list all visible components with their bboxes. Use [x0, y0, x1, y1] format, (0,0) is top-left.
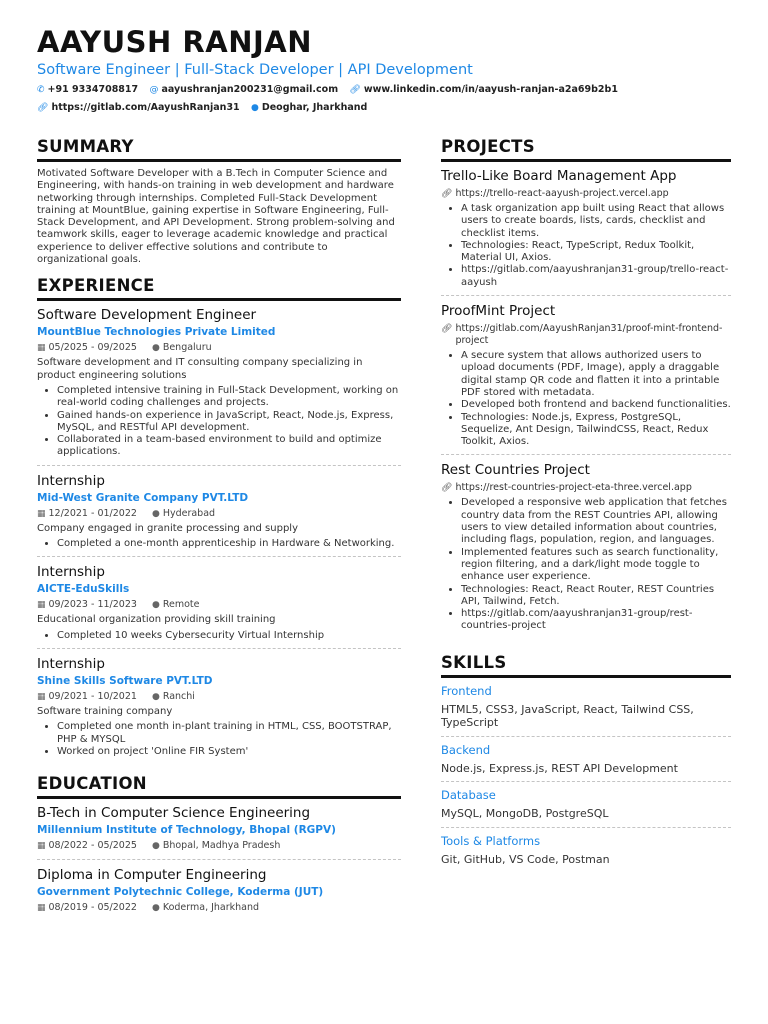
job-dates: 09/2021 - 10/2021: [48, 690, 137, 702]
bullet: • Technologies: React, TypeScript, Redux Toolkit, Material UI, Axios.: [461, 240, 731, 265]
project-bullets: [441, 203, 731, 289]
location-pin-icon: ●: [151, 903, 160, 914]
project-link-text: https://rest-countries-project-eta-three.vercel.app: [455, 482, 692, 494]
calendar-icon: ▦: [37, 841, 46, 852]
location-pin-icon: ●: [250, 103, 259, 113]
skills-heading: SKILLS: [441, 653, 731, 678]
job-title: Software Development Engineer: [37, 307, 257, 324]
education-location: Koderma, Jharkhand: [162, 902, 260, 914]
skill-group: [441, 743, 731, 783]
job-dates: 09/2023 - 11/2023: [48, 599, 137, 611]
project-link[interactable]: [441, 482, 731, 494]
location-pin-icon: ●: [151, 600, 160, 611]
project-link-text: https://gitlab.com/AayushRanjan31/proof-mint-frontend-project: [455, 323, 723, 347]
experience-item: [37, 307, 401, 465]
bullet: • Collaborated in a team-based environment to build and optimize applications.: [57, 434, 401, 459]
skill-values: HTML5, CSS3, JavaScript, React, Tailwind CSS, TypeScript: [441, 702, 694, 730]
bullet: • Implemented features such as search functionality, region filtering, and a dark/light mode toggle to enhance user experience.: [461, 547, 731, 584]
job-location: Hyderabad: [162, 507, 216, 519]
project-title: Trello-Like Board Management App: [441, 168, 677, 184]
at-icon: @: [149, 85, 159, 95]
contact-row-2: [37, 101, 737, 115]
gitlab-text: https://gitlab.com/AayushRanjan31: [51, 102, 240, 113]
calendar-icon: ▦: [37, 903, 46, 914]
job-bullets: [37, 721, 401, 758]
job-dates: 05/2025 - 09/2025: [48, 342, 137, 354]
email-text: aayushranjan200231@gmail.com: [161, 84, 339, 95]
contact-row-1: [37, 83, 737, 97]
job-dates: 12/2021 - 01/2022: [48, 507, 137, 519]
job-bullets: [37, 385, 401, 459]
job-bullets: [37, 538, 401, 550]
calendar-icon: ▦: [37, 600, 46, 611]
job-title: Internship: [37, 472, 105, 489]
bullet: • Worked on project 'Online FIR System': [57, 746, 401, 758]
skill-group: [441, 684, 731, 737]
location-pin-icon: ●: [151, 691, 160, 702]
job-title: Internship: [37, 564, 105, 581]
skill-group: [441, 788, 731, 828]
link-icon: 🔗︎: [37, 103, 49, 113]
bullet: • Technologies: Node.js, Express, PostgreSQL, Sequelize, Ant Design, TailwindCSS, React, Redux Toolkit, Axios.: [461, 412, 731, 449]
project-link[interactable]: [441, 323, 731, 347]
bullet[interactable]: • https://gitlab.com/aayushranjan31-group/trello-react-aayush: [461, 264, 731, 289]
bullet: • Developed both frontend and backend functionalities.: [461, 399, 731, 411]
candidate-title: Software Engineer | Full-Stack Developer | API Development: [37, 62, 473, 78]
bullet: • Completed intensive training in Full-Stack Development, working on real-world coding challenges and projects.: [57, 385, 401, 410]
bullet: • Developed a responsive web application that fetches country data from the REST Countries API, allowing users to view detailed information about countries, including flags, population, region, and languages.: [461, 497, 731, 546]
bullet[interactable]: • https://gitlab.com/aayushranjan31-group/rest-countries-project: [461, 608, 731, 633]
calendar-icon: ▦: [37, 343, 46, 354]
project-title: ProofMint Project: [441, 303, 556, 320]
degree-title: B-Tech in Computer Science Engineering: [37, 805, 311, 822]
location-pin-icon: ●: [151, 841, 160, 852]
company-description: Software training company: [37, 705, 173, 717]
project-bullets: [441, 350, 731, 448]
company-name: MountBlue Technologies Private Limited: [37, 326, 276, 339]
project-link-text: https://trello-react-aayush-project.vercel.app: [455, 188, 669, 199]
bullet: • A secure system that allows authorized users to upload documents (PDF, Image), apply a draggable digital stamp QR code and flatten it into a printable PDF stored with metadata.: [461, 350, 731, 399]
company-name: AICTE-EduSkills: [37, 583, 130, 596]
link-icon: 🔗︎: [441, 324, 453, 335]
company-description: Software development and IT consulting company specializing in product engineering solutions: [37, 357, 363, 381]
link-icon: 🔗︎: [349, 85, 361, 95]
company-name: Shine Skills Software PVT.LTD: [37, 674, 213, 687]
experience-item: [37, 564, 401, 649]
contact-gitlab[interactable]: [37, 101, 240, 115]
calendar-icon: ▦: [37, 691, 46, 702]
location-text: Deoghar, Jharkhand: [261, 102, 368, 113]
resume-header: [37, 26, 737, 115]
bullet: • Gained hands-on experience in JavaScript, React, Node.js, Express, MySQL, and RESTful API development.: [57, 410, 401, 435]
job-meta: [37, 690, 401, 704]
job-location: Remote: [162, 599, 200, 611]
job-title: Internship: [37, 655, 105, 672]
job-meta: [37, 507, 401, 521]
skill-values: Git, GitHub, VS Code, Postman: [441, 852, 610, 866]
project-link[interactable]: [441, 188, 731, 200]
job-meta: [37, 598, 401, 612]
institution-name: Government Polytechnic College, Koderma (JUT): [37, 886, 324, 899]
bullet: • Technologies: React, React Router, REST Countries API, Tailwind, Fetch.: [461, 584, 731, 609]
job-location: Ranchi: [162, 690, 195, 702]
linkedin-text: www.linkedin.com/in/aayush-ranjan-a2a69b2b1: [363, 84, 618, 95]
company-name: Mid-West Granite Company PVT.LTD: [37, 491, 249, 504]
summary-text: Motivated Software Developer with a B.Tech in Computer Science and Engineering, with hands-on training in web development and hardware networking through internships. Completed Full-Stack Development training at MountBlue, gaining expertise in Software Engineering, Full-Stack Development, and API Development. Strong problem-solving and teamwork skills, eager to leverage academic knowledge and practical experience to deliver effective solutions and contribute to organizational goals.: [37, 168, 395, 266]
project-bullets: [441, 497, 731, 632]
experience-item: [37, 473, 401, 558]
skill-group: [441, 834, 731, 873]
skill-category: Database: [441, 788, 496, 803]
location-pin-icon: ●: [151, 508, 160, 519]
project-title: Rest Countries Project: [441, 462, 590, 479]
skill-category: Backend: [441, 742, 491, 757]
projects-heading: PROJECTS: [441, 137, 731, 162]
candidate-name: AAYUSH RANJAN: [37, 25, 312, 59]
education-dates: 08/2019 - 05/2022: [48, 902, 137, 914]
education-dates: 08/2022 - 05/2025: [48, 840, 137, 852]
phone-icon: ✆: [37, 85, 45, 95]
project-item: [441, 303, 731, 455]
contact-location: [251, 101, 367, 115]
education-item: [37, 805, 401, 860]
job-meta: [37, 341, 401, 355]
education-meta: [37, 839, 401, 853]
link-icon: 🔗︎: [441, 189, 453, 199]
job-bullets: [37, 630, 401, 642]
experience-item: [37, 656, 401, 764]
bullet: • A task organization app built using React that allows users to create boards, lists, cards, checklist and checklist items.: [461, 203, 731, 240]
degree-title: Diploma in Computer Engineering: [37, 867, 267, 884]
contact-phone[interactable]: [37, 83, 138, 97]
left-column: [37, 137, 401, 931]
bullet: • Completed 10 weeks Cybersecurity Virtual Internship: [57, 630, 401, 642]
link-icon: 🔗︎: [441, 483, 453, 494]
contact-email[interactable]: [149, 83, 338, 97]
job-location: Bengaluru: [162, 342, 212, 354]
education-item: [37, 867, 401, 921]
location-pin-icon: ●: [151, 343, 160, 354]
skill-category: Frontend: [441, 683, 492, 698]
skill-category: Tools & Platforms: [441, 833, 541, 848]
calendar-icon: ▦: [37, 508, 46, 519]
right-column: [441, 137, 731, 878]
education-heading: EDUCATION: [37, 774, 401, 799]
institution-name: Millennium Institute of Technology, Bhopal (RGPV): [37, 824, 336, 837]
experience-heading: EXPERIENCE: [37, 276, 401, 301]
contact-linkedin[interactable]: [349, 83, 618, 97]
project-item: [441, 462, 731, 638]
project-item: [441, 168, 731, 296]
bullet: • Completed one month in-plant training in HTML, CSS, BOOTSTRAP, PHP & MYSQL: [57, 721, 401, 746]
education-meta: [37, 901, 401, 915]
company-description: Company engaged in granite processing and supply: [37, 522, 298, 534]
skill-values: MySQL, MongoDB, PostgreSQL: [441, 807, 609, 821]
company-description: Educational organization providing skill training: [37, 614, 276, 626]
summary-heading: SUMMARY: [37, 137, 401, 162]
bullet: • Completed a one-month apprenticeship in Hardware & Networking.: [57, 538, 401, 550]
phone-text: +91 9334708817: [47, 84, 139, 95]
education-location: Bhopal, Madhya Pradesh: [162, 840, 281, 852]
skill-values: Node.js, Express.js, REST API Development: [441, 761, 678, 775]
